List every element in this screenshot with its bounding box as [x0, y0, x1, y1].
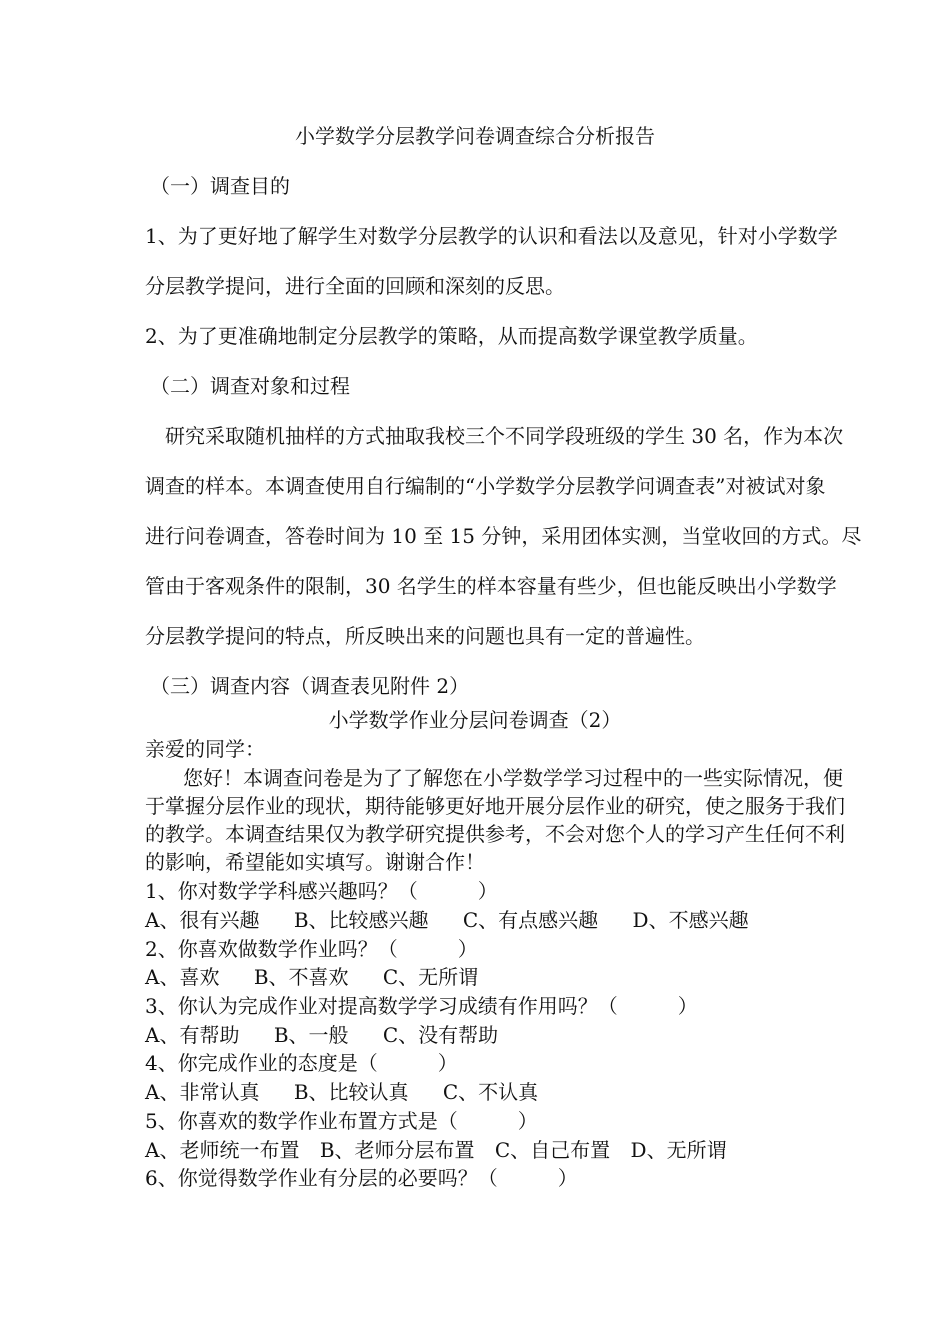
option-b: B、比较感兴趣	[293, 908, 429, 932]
question-1-options	[145, 906, 815, 934]
process-paragraph-line: 研究采取随机抽样的方式抽取我校三个不同学段班级的学生 30 名，作为本次	[165, 424, 844, 448]
question-2: 2、你喜欢做数学作业吗？（ ）	[145, 937, 478, 961]
option-c: C、没有帮助	[382, 1023, 499, 1047]
option-b: B、不喜欢	[253, 965, 349, 989]
option-c: C、有点感兴趣	[462, 908, 599, 932]
question-6: 6、你觉得数学作业有分层的必要吗？（ ）	[145, 1166, 578, 1190]
purpose-1-line-2: 分层教学提问，进行全面的回顾和深刻的反思。	[145, 274, 565, 298]
question-1: 1、你对数学学科感兴趣吗？（ ）	[145, 879, 498, 903]
question-5-options	[145, 1136, 815, 1164]
option-b: B、一般	[273, 1023, 349, 1047]
section-heading-subjects: （二）调查对象和过程	[150, 374, 350, 398]
section-heading-purpose: （一）调查目的	[150, 174, 290, 198]
option-d: D、不感兴趣	[632, 908, 749, 932]
question-4-options	[145, 1078, 815, 1106]
question-2-options	[145, 963, 815, 991]
process-paragraph-line: 进行问卷调查，答卷时间为 10 至 15 分钟，采用团体实测，当堂收回的方式。尽	[145, 524, 862, 548]
survey-intro-line: 于掌握分层作业的现状，期待能够更好地开展分层作业的研究，使之服务于我们	[145, 794, 845, 818]
survey-title: 小学数学作业分层问卷调查（2）	[328, 708, 622, 732]
survey-intro-line: 的影响，希望能如实填写。谢谢合作！	[145, 850, 485, 874]
option-a: A、很有兴趣	[145, 908, 260, 932]
process-paragraph-line: 分层教学提问的特点，所反映出来的问题也具有一定的普遍性。	[145, 624, 705, 648]
purpose-2: 2、为了更准确地制定分层教学的策略，从而提高数学课堂教学质量。	[145, 324, 758, 348]
option-a: A、非常认真	[145, 1080, 260, 1104]
process-paragraph-line: 管由于客观条件的限制，30 名学生的样本容量有些少，但也能反映出小学数学	[145, 574, 837, 598]
section-heading-content: （三）调查内容（调查表见附件 2）	[150, 674, 470, 698]
question-3-options	[145, 1021, 815, 1049]
purpose-1-line-1: 1、为了更好地了解学生对数学分层教学的认识和看法以及意见，针对小学数学	[145, 224, 838, 248]
option-d: D、无所谓	[630, 1138, 727, 1162]
option-c: C、无所谓	[382, 965, 479, 989]
survey-intro-line: 您好！本调查问卷是为了了解您在小学数学学习过程中的一些实际情况，便	[183, 766, 843, 790]
option-c: C、不认真	[442, 1080, 539, 1104]
option-a: A、老师统一布置	[145, 1138, 300, 1162]
option-b: B、老师分层布置	[319, 1138, 475, 1162]
option-a: A、有帮助	[145, 1023, 240, 1047]
process-paragraph-line: 调查的样本。本调查使用自行编制的“小学数学分层教学问调查表”对被试对象	[145, 474, 826, 498]
survey-intro-line: 的教学。本调查结果仅为教学研究提供参考，不会对您个人的学习产生任何不利	[145, 822, 845, 846]
report-title: 小学数学分层教学问卷调查综合分析报告	[295, 124, 655, 148]
question-3: 3、你认为完成作业对提高数学学习成绩有作用吗？（ ）	[145, 994, 698, 1018]
survey-greeting: 亲爱的同学：	[145, 737, 265, 761]
question-4: 4、你完成作业的态度是（ ）	[145, 1051, 458, 1075]
option-b: B、比较认真	[293, 1080, 409, 1104]
question-5: 5、你喜欢的数学作业布置方式是（ ）	[145, 1109, 538, 1133]
option-c: C、自己布置	[494, 1138, 611, 1162]
option-a: A、喜欢	[145, 965, 220, 989]
